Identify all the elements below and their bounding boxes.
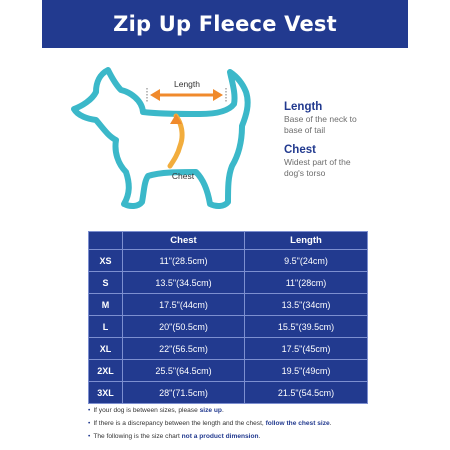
note-emphasis: follow the chest size — [265, 420, 330, 427]
length-diagram-label: Length — [174, 79, 200, 89]
note-end: . — [329, 420, 332, 427]
note-item — [88, 417, 388, 430]
legend-length-desc-line-1: Base of the neck to — [284, 114, 357, 124]
table-header-row — [89, 232, 368, 250]
note-end: . — [221, 407, 224, 414]
size-cell: S — [89, 272, 123, 294]
table-header-size — [89, 232, 123, 250]
size-cell: 2XL — [89, 360, 123, 382]
chest-cell: 11"(28.5cm) — [123, 250, 245, 272]
table-row — [89, 360, 368, 382]
chest-cell: 25.5"(64.5cm) — [123, 360, 245, 382]
note-text: If there is a discrepancy between the length and the chest, — [93, 420, 266, 427]
page-title: Zip Up Fleece Vest — [113, 12, 337, 36]
table-row — [89, 272, 368, 294]
legend-length-desc-line-2: base of tail — [284, 125, 326, 135]
note-emphasis: not a product dimension — [181, 433, 259, 440]
table-header-length: Length — [245, 232, 368, 250]
length-cell: 21.5"(54.5cm) — [245, 382, 368, 404]
legend-chest-desc-line-1: Widest part of the — [284, 157, 351, 167]
chest-diagram-label: Chest — [171, 171, 195, 181]
length-arrow-left-head — [150, 89, 160, 101]
legend-chest-title: Chest — [284, 144, 316, 156]
length-cell: 11"(28cm) — [245, 272, 368, 294]
dog-measurement-diagram — [0, 50, 450, 220]
length-cell: 13.5"(34cm) — [245, 294, 368, 316]
note-text: The following is the size chart — [93, 433, 182, 440]
length-arrow-right-head — [213, 89, 223, 101]
legend-length — [284, 101, 394, 135]
length-cell: 9.5"(24cm) — [245, 250, 368, 272]
bullet-dot-icon: • — [88, 407, 91, 414]
note-text: If your dog is between sizes, please — [93, 407, 200, 414]
bullet-dot-icon: • — [88, 433, 91, 440]
legend-chest-desc-line-2: dog's torso — [284, 168, 326, 178]
length-cell: 19.5"(49cm) — [245, 360, 368, 382]
table-row — [89, 294, 368, 316]
note-end: . — [258, 433, 261, 440]
table-row — [89, 316, 368, 338]
length-cell: 15.5"(39.5cm) — [245, 316, 368, 338]
legend-chest — [284, 144, 394, 178]
note-emphasis: size up — [199, 407, 222, 414]
title-banner — [42, 0, 408, 48]
chest-cell: 17.5"(44cm) — [123, 294, 245, 316]
size-chart-table — [88, 231, 368, 404]
size-cell: M — [89, 294, 123, 316]
notes-list — [88, 404, 388, 443]
table-row — [89, 382, 368, 404]
table-row — [89, 338, 368, 360]
note-item — [88, 430, 388, 443]
chest-cell: 20"(50.5cm) — [123, 316, 245, 338]
length-cell: 17.5"(45cm) — [245, 338, 368, 360]
chest-cell: 28"(71.5cm) — [123, 382, 245, 404]
legend-length-title: Length — [284, 101, 323, 113]
dog-outline — [74, 70, 248, 206]
size-cell: L — [89, 316, 123, 338]
table-header-chest: Chest — [123, 232, 245, 250]
size-cell: XL — [89, 338, 123, 360]
bullet-dot-icon: • — [88, 420, 91, 427]
size-cell: 3XL — [89, 382, 123, 404]
table-row — [89, 250, 368, 272]
note-item — [88, 404, 388, 417]
chest-cell: 22"(56.5cm) — [123, 338, 245, 360]
chest-cell: 13.5"(34.5cm) — [123, 272, 245, 294]
size-cell: XS — [89, 250, 123, 272]
